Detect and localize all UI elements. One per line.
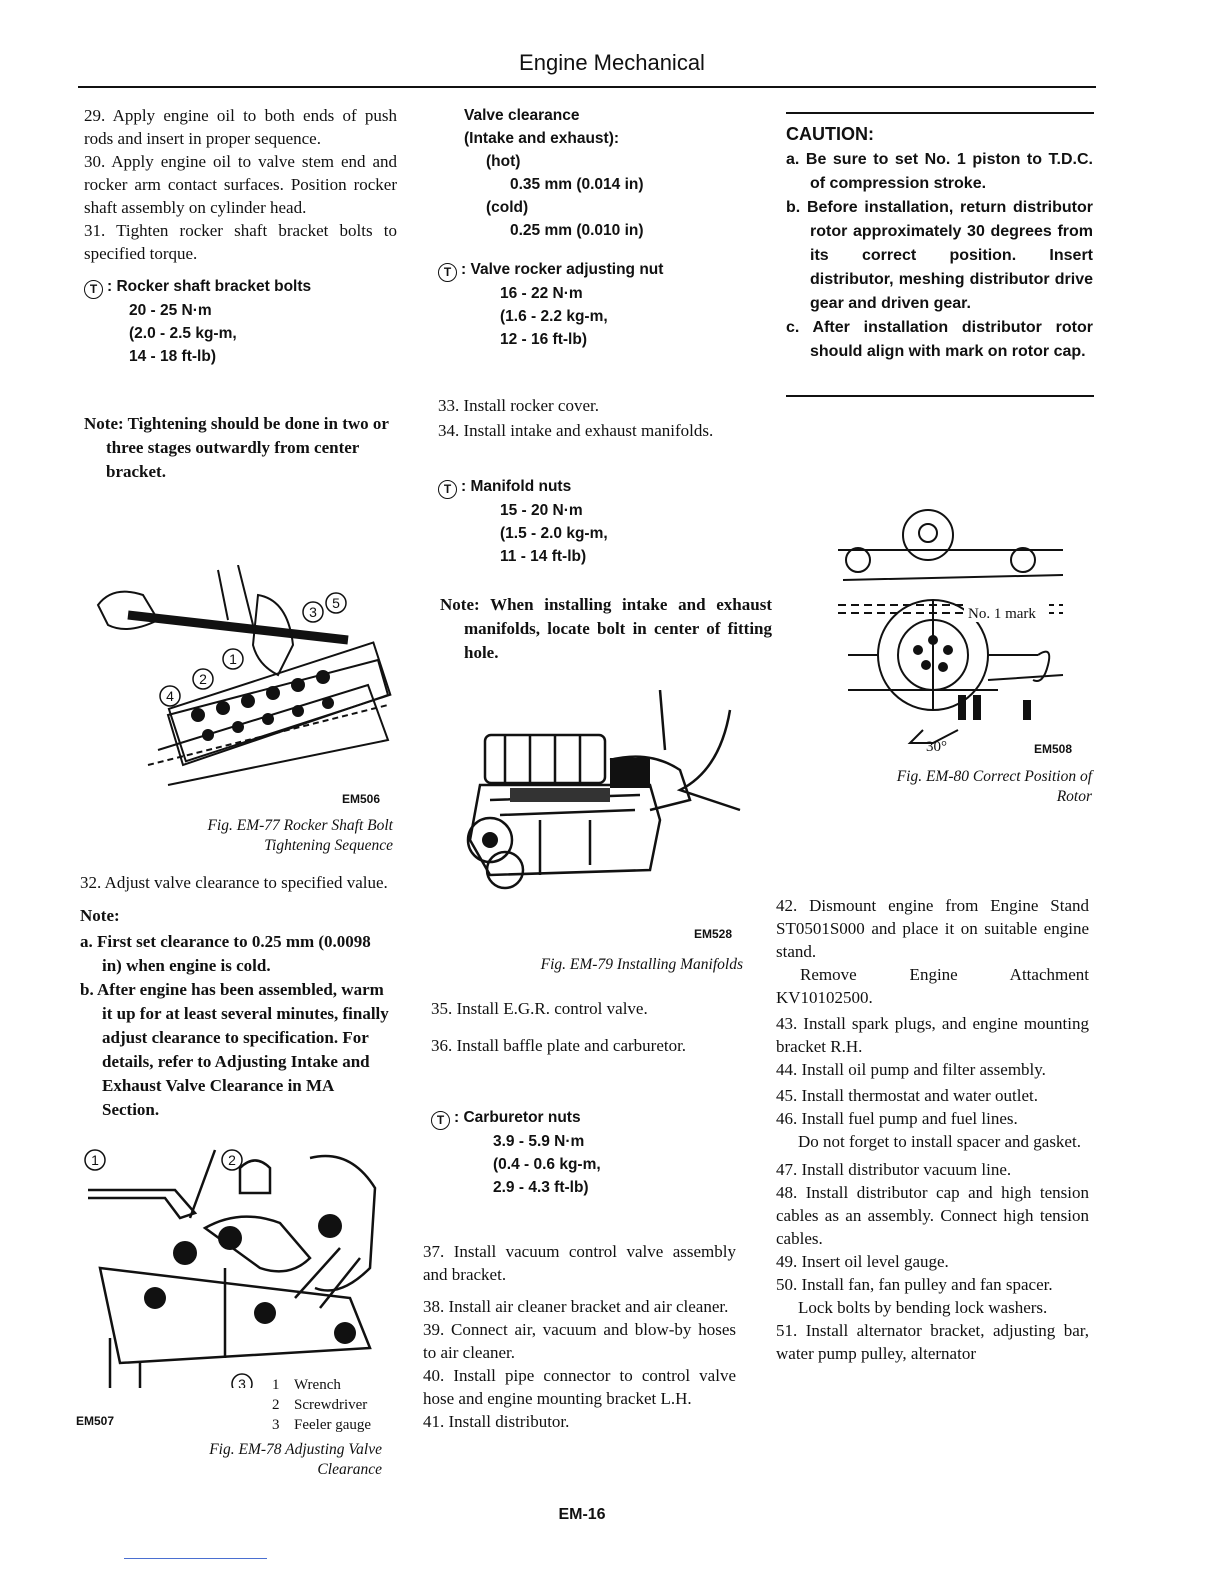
- torque-value-nm: 20 - 25 N·m: [129, 302, 212, 319]
- step-36: 36. Install baffle plate and carburetor.: [431, 1036, 687, 1055]
- callout-4: 4: [166, 688, 174, 704]
- fig-em79-code: EM528: [694, 927, 733, 941]
- torque-value-nm: 16 - 22 N·m: [500, 285, 583, 302]
- step-43: 43. Install spark plugs, and engine mounting bracket R.H.: [776, 1014, 1089, 1056]
- step-31: 31. Tighten rocker shaft bracket bolts to specified torque.: [84, 221, 397, 263]
- page-header-title: Engine Mechanical: [519, 50, 705, 75]
- step-42: 42. Dismount engine from Engine Stand ST0501S000 and place it on suitable engine stand.: [776, 896, 1089, 961]
- torque-value-ftlb: 12 - 16 ft-lb): [500, 331, 587, 348]
- callout-1: 1: [229, 651, 237, 667]
- column-1-lower: [80, 871, 393, 1122]
- fig-em78-caption: [100, 1440, 382, 1480]
- caption-line-1: Fig. EM-77 Rocker Shaft Bolt: [207, 817, 393, 834]
- torque-icon: T: [438, 263, 457, 282]
- legend-item: [272, 1375, 371, 1395]
- caution-box: [786, 122, 1093, 364]
- step-38: 38. Install air cleaner bracket and air cleaner.: [423, 1297, 729, 1316]
- step-49: 49. Insert oil level gauge.: [776, 1252, 949, 1271]
- spec-cold-value: 0.25 mm (0.010 in): [510, 222, 644, 239]
- torque-value-kgm: (0.4 - 0.6 kg-m,: [493, 1156, 601, 1173]
- fig-em80-caption: [820, 767, 1092, 807]
- step-37: 37. Install vacuum control valve assembly and bracket.: [423, 1242, 736, 1284]
- torque-value-nm: 3.9 - 5.9 N·m: [493, 1133, 585, 1150]
- caption-line-2: Clearance: [317, 1461, 382, 1478]
- note-2-b: b. After engine has been assembled, warm it up for at least several minutes, finally adjust clearance to specification. For details, refer to Adjusting Intake and Exhaust Valve Clearance in MA Section.: [80, 980, 389, 1119]
- step-39: 39. Connect air, vacuum and blow-by hoses to air cleaner.: [423, 1320, 736, 1362]
- step-46b: Do not forget to install spacer and gasket.: [798, 1132, 1081, 1151]
- torque-value-ftlb: 2.9 - 4.3 ft-lb): [493, 1179, 589, 1196]
- step-44: 44. Install oil pump and filter assembly.: [776, 1060, 1046, 1079]
- header-rule: [78, 86, 1096, 88]
- torque-label: : Carburetor nuts: [454, 1109, 581, 1126]
- step-40: 40. Install pipe connector to control valve hose and engine mounting bracket L.H.: [423, 1366, 736, 1408]
- legend-text: Screwdriver: [294, 1397, 368, 1413]
- caution-b: b. Before installation, return distributor rotor approximately 30 degrees from its correct position. Insert distributor, meshing distributor drive gear and driven gear.: [786, 199, 1093, 312]
- fig-em77-caption: [100, 816, 393, 856]
- torque-value-ftlb: 14 - 18 ft-lb): [129, 348, 216, 365]
- torque-icon: T: [431, 1111, 450, 1130]
- fig-em77-code: EM506: [342, 792, 381, 806]
- fig-em77-illustration: [88, 565, 393, 790]
- fig-em78-illustration: [80, 1148, 380, 1388]
- footer-line: [124, 1558, 267, 1559]
- spec-cold-label: (cold): [486, 199, 529, 216]
- fig-em79-illustration: [450, 690, 750, 895]
- spec-title-2: (Intake and exhaust):: [464, 130, 620, 147]
- torque-label: : Rocker shaft bracket bolts: [107, 278, 312, 295]
- valve-clearance-spec: [464, 104, 744, 242]
- torque-value-nm: 15 - 20 N·m: [500, 502, 583, 519]
- column-2-steps-37-41: [423, 1240, 736, 1433]
- legend-number: 1: [272, 1377, 280, 1393]
- torque-spec-rocker-nut: [438, 258, 738, 351]
- no1-mark-label: No. 1 mark: [968, 606, 1036, 622]
- torque-spec-manifold: [438, 475, 738, 568]
- callout-3: 3: [238, 1376, 246, 1388]
- step-35: 35. Install E.G.R. control valve.: [431, 999, 648, 1018]
- fig-em80-code: EM508: [1034, 742, 1073, 756]
- callout-2: 2: [228, 1152, 236, 1168]
- callout-2: 2: [199, 671, 207, 687]
- step-50: 50. Install fan, fan pulley and fan spacer.: [776, 1275, 1053, 1294]
- note-2-a: a. First set clearance to 0.25 mm (0.0098 in) when engine is cold.: [80, 932, 371, 975]
- caution-a: a. Be sure to set No. 1 piston to T.D.C. of compression stroke.: [786, 151, 1093, 192]
- torque-icon: T: [438, 480, 457, 499]
- spec-hot-label: (hot): [486, 153, 521, 170]
- torque-spec-carburetor: [431, 1106, 731, 1199]
- step-34: 34. Install intake and exhaust manifolds.: [438, 421, 714, 440]
- step-47: 47. Install distributor vacuum line.: [776, 1160, 1012, 1179]
- step-42b: Remove Engine Attachment KV10102500.: [776, 965, 1089, 1007]
- caution-title: CAUTION:: [786, 124, 874, 144]
- spec-title: Valve clearance: [464, 107, 580, 124]
- torque-label: : Valve rocker adjusting nut: [461, 261, 664, 278]
- fig-em80-illustration: [838, 505, 1073, 756]
- step-41: 41. Install distributor.: [423, 1412, 570, 1431]
- note-2-title: Note:: [80, 906, 120, 925]
- step-33: 33. Install rocker cover.: [438, 396, 599, 415]
- legend-number: 2: [272, 1397, 280, 1413]
- step-32: 32. Adjust valve clearance to specified value.: [80, 873, 388, 892]
- torque-icon: T: [84, 280, 103, 299]
- step-51: 51. Install alternator bracket, adjusting bar, water pump pulley, alternator: [776, 1321, 1089, 1363]
- torque-value-kgm: (2.0 - 2.5 kg-m,: [129, 325, 237, 342]
- caution-top-rule: [786, 112, 1094, 114]
- column-1: [84, 104, 397, 484]
- step-30: 30. Apply engine oil to valve stem end and rocker arm contact surfaces. Position rocker shaft assembly on cylinder head.: [84, 152, 397, 217]
- legend-item: [272, 1395, 371, 1415]
- step-29: 29. Apply engine oil to both ends of push rods and insert in proper sequence.: [84, 106, 397, 148]
- torque-label: : Manifold nuts: [461, 478, 572, 495]
- step-48: 48. Install distributor cap and high tension cables as an assembly. Connect high tension cables.: [776, 1183, 1089, 1248]
- step-46: 46. Install fuel pump and fuel lines.: [776, 1109, 1018, 1128]
- column-2-lower: [431, 997, 744, 1057]
- note-manifold: Note: When installing intake and exhaust manifolds, locate bolt in center of fitting hole.: [440, 595, 772, 662]
- callout-3: 3: [309, 604, 317, 620]
- legend-number: 3: [272, 1417, 280, 1433]
- legend-text: Feeler gauge: [294, 1417, 372, 1433]
- angle-label: 30°: [926, 739, 947, 755]
- caption-line-2: Tightening Sequence: [264, 837, 393, 854]
- torque-value-ftlb: 11 - 14 ft-lb): [500, 548, 587, 565]
- fig-em78-legend: [272, 1375, 371, 1435]
- fig-em78-code: EM507: [76, 1414, 115, 1428]
- caption-line-2: Rotor: [1056, 788, 1092, 805]
- column-2-steps-33-34: [438, 394, 748, 442]
- caution-c: c. After installation distributor rotor should align with mark on rotor cap.: [786, 319, 1093, 360]
- step-50b: Lock bolts by bending lock washers.: [798, 1298, 1048, 1317]
- torque-value-kgm: (1.5 - 2.0 kg-m,: [500, 525, 608, 542]
- caption-line-1: Fig. EM-80 Correct Position of: [896, 768, 1092, 785]
- column-3-steps: [776, 894, 1089, 1365]
- legend-text: Wrench: [294, 1377, 341, 1393]
- page-number: EM-16: [558, 1506, 606, 1523]
- caution-bottom-rule: [786, 395, 1094, 397]
- callout-5: 5: [332, 595, 340, 611]
- legend-item: [272, 1415, 371, 1435]
- torque-value-kgm: (1.6 - 2.2 kg-m,: [500, 308, 608, 325]
- fig-em79-caption: Fig. EM-79 Installing Manifolds: [540, 956, 743, 973]
- callout-1: 1: [91, 1152, 99, 1168]
- spec-hot-value: 0.35 mm (0.014 in): [510, 176, 644, 193]
- torque-spec-rocker-bracket: [84, 275, 397, 368]
- step-45: 45. Install thermostat and water outlet.: [776, 1086, 1039, 1105]
- caption-line-1: Fig. EM-78 Adjusting Valve: [209, 1441, 382, 1458]
- note-tightening: Note: Tightening should be done in two or three stages outwardly from center bracket.: [84, 414, 389, 481]
